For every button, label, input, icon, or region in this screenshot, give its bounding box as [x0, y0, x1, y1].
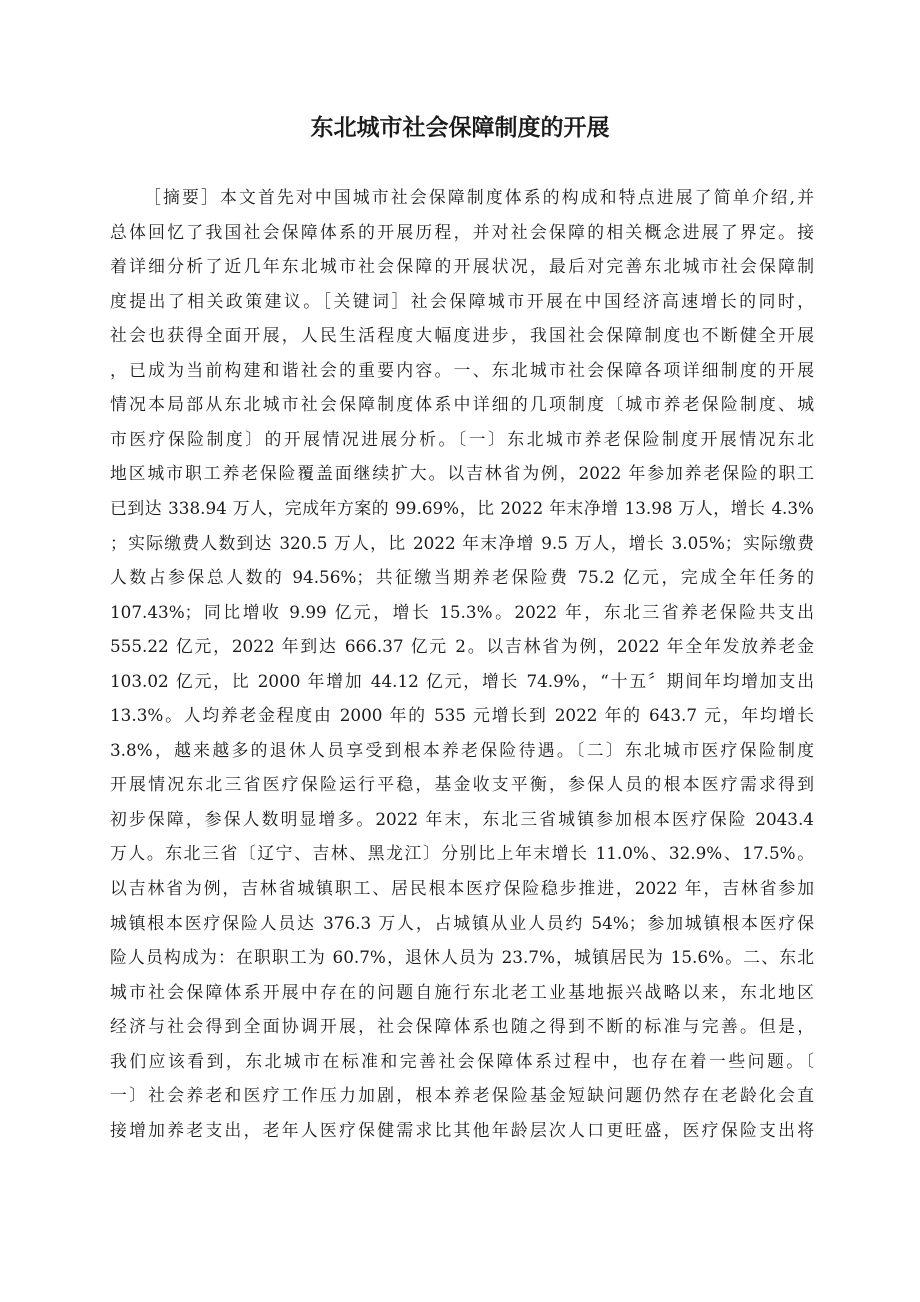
body-line: ［摘要］本文首先对中国城市社会保障制度体系的构成和特点进展了简单介绍,并 — [144, 187, 814, 207]
body-line: 万人。东北三省〔辽宁、吉林、黑龙江〕分别比上年末增长 11.0%、32.9%、17.5%。 — [110, 843, 814, 864]
body-line: 险人员构成为：在职职工为 60.7%，退休人员为 23.7%，城镇居民为 15.6%。二、东北 — [110, 947, 814, 968]
body-line: 情况本局部从东北城市社会保障制度体系中详细的几项制度〔城市养老保险制度、城 — [110, 394, 814, 415]
body-line: 我们应该看到，东北城市在标准和完善社会保障体系过程中，也存在着一些问题。〔 — [110, 1050, 814, 1071]
body-line: 3.8%，越来越多的退休人员享受到根本养老保险待遇。〔二〕东北城市医疗保险制度 — [110, 739, 814, 760]
body-line: 城市社会保障体系开展中存在的问题自施行东北老工业基地振兴战略以来，东北地区 — [110, 981, 814, 1002]
body-line: ，已成为当前构建和谐社会的重要内容。一、东北城市社会保障各项详细制度的开展 — [110, 359, 814, 380]
body-line: 总体回忆了我国社会保障体系的开展历程，并对社会保障的相关概念进展了界定。接 — [110, 221, 814, 242]
body-line: 市医疗保险制度〕的开展情况进展分析。〔一〕东北城市养老保险制度开展情况东北 — [110, 428, 814, 449]
body-line: 开展情况东北三省医疗保险运行平稳，基金收支平衡，参保人员的根本医疗需求得到 — [110, 774, 814, 795]
body-line: 社会也获得全面开展，人民生活程度大幅度进步，我国社会保障制度也不断健全开展 — [110, 325, 814, 346]
body-line: 人数占参保总人数的 94.56%；共征缴当期养老保险费 75.2 亿元，完成全年任务的 — [110, 567, 814, 588]
body-line: ；实际缴费人数到达 320.5 万人，比 2022 年末净增 9.5 万人，增长 3.05%；实际缴费 — [110, 532, 814, 553]
body-line: 经济与社会得到全面协调开展，社会保障体系也随之得到不断的标准与完善。但是， — [110, 1016, 814, 1037]
body-line: 接增加养老支出，老年人医疗保健需求比其他年龄层次人口更旺盛，医疗保险支出将 — [110, 1119, 814, 1140]
body-line: 555.22 亿元，2022 年到达 666.37 亿元 2。以吉林省为例，2022 年全年发放养老金 — [110, 636, 814, 657]
body-line: 城镇根本医疗保险人员达 376.3 万人，占城镇从业人员约 54%；参加城镇根本医疗保 — [110, 912, 814, 933]
body-line: 13.3%。人均养老金程度由 2000 年的 535 元增长到 2022 年的 643.7 元，年均增长 — [110, 705, 814, 726]
body-line: 度提出了相关政策建议。［关键词］社会保障城市开展在中国经济高速增长的同时， — [110, 290, 814, 311]
body-line: 107.43%；同比增收 9.99 亿元，增长 15.3%。2022 年，东北三省养老保险共支出 — [110, 601, 814, 622]
body-line: 以吉林省为例，吉林省城镇职工、居民根本医疗保险稳步推进，2022 年，吉林省参加 — [110, 878, 814, 898]
body-line: 103.02 亿元，比 2000 年增加 44.12 亿元，增长 74.9%，“十五〞期间年均增加支出 — [110, 670, 814, 691]
body-line: 已到达 338.94 万人，完成年方案的 99.69%，比 2022 年末净增 13.98 万人，增长 4.3% — [110, 497, 814, 518]
body-line: 初步保障，参保人数明显增多。2022 年末，东北三省城镇参加根本医疗保险 2043.4 — [110, 808, 814, 829]
document-title: 东北城市社会保障制度的开展 — [310, 114, 610, 141]
body-line: 着详细分析了近几年东北城市社会保障的开展状况，最后对完善东北城市社会保障制 — [110, 256, 814, 277]
body-line: 一〕社会养老和医疗工作压力加剧，根本养老保险基金短缺问题仍然存在老龄化会直 — [110, 1085, 814, 1106]
body-line: 地区城市职工养老保险覆盖面继续扩大。以吉林省为例，2022 年参加养老保险的职工 — [110, 463, 814, 484]
